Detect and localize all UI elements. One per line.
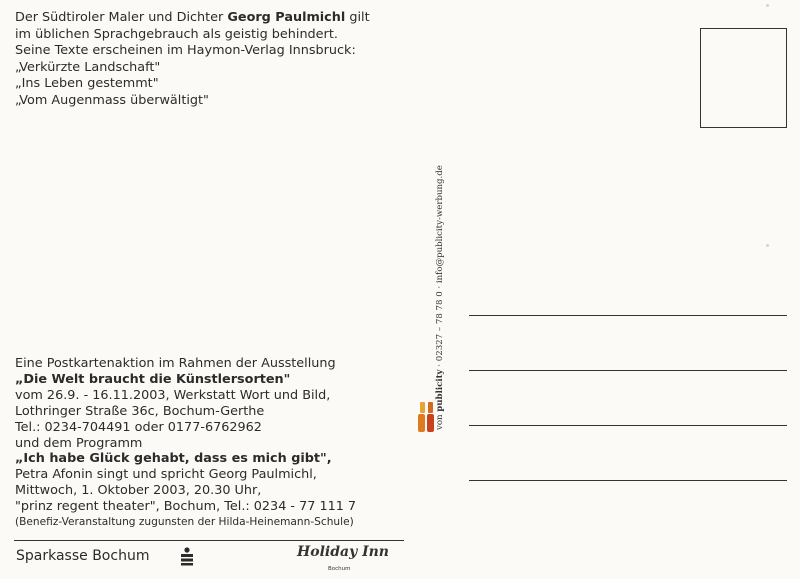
event-line: Tel.: 0234-704491 oder 0177-6762962 xyxy=(15,419,262,435)
credit-brand: publicity xyxy=(435,369,445,412)
book-title: „Verkürzte Landschaft" xyxy=(15,59,161,75)
artist-name: Georg Paulmichl xyxy=(227,10,346,25)
address-line xyxy=(469,370,787,371)
event-text xyxy=(15,356,445,531)
paper-speck xyxy=(766,244,769,247)
event-line: vom 26.9. - 16.11.2003, Werkstatt Wort und Bild, xyxy=(15,387,331,403)
intro-line-3: Seine Texte erscheinen im Haymon-Verlag Innsbruck: xyxy=(15,43,356,58)
intro-text xyxy=(15,10,445,109)
sparkasse-logo-icon xyxy=(180,546,194,566)
stamp-box xyxy=(700,28,787,128)
event-line: Eine Postkartenaktion im Rahmen der Ausstellung xyxy=(15,356,336,371)
exhibition-title: „Die Welt braucht die Künstlersorten" xyxy=(15,371,291,387)
address-line xyxy=(469,480,787,481)
credit-text: von publicity · 02327 – 78 78 0 · info@publicity-werbung.de xyxy=(435,165,445,430)
intro-line-2: im üblichen Sprachgebrauch als geistig behindert. xyxy=(15,26,338,42)
book-title: „Ins Leben gestemmt" xyxy=(15,76,159,91)
event-line: und dem Programm xyxy=(15,435,143,451)
paper-speck xyxy=(766,4,769,7)
holiday-inn-logo: Holiday Inn xyxy=(297,544,389,560)
sparkasse-label: Sparkasse Bochum xyxy=(16,548,150,564)
address-line xyxy=(469,425,787,426)
event-line: Petra Afonin singt und spricht Georg Paulmichl, xyxy=(15,467,317,483)
program-title: „Ich habe Glück gehabt, dass es mich gibt", xyxy=(15,451,332,467)
holiday-inn-location: Bochum xyxy=(328,566,351,572)
event-line: Lothringer Straße 36c, Bochum-Gerthe xyxy=(15,403,265,419)
benefit-note: (Benefiz-Veranstaltung zugunsten der Hilda-Heinemann-Schule) xyxy=(15,516,354,529)
event-line: Mittwoch, 1. Oktober 2003, 20.30 Uhr, xyxy=(15,483,262,499)
event-line: "prinz regent theater", Bochum, Tel.: 0234 - 77 111 7 xyxy=(15,499,357,515)
book-title: „Vom Augenmass überwältigt" xyxy=(15,92,209,108)
intro-line-1: Der Südtiroler Maler und Dichter Georg Paulmichl gilt xyxy=(15,10,370,25)
divider xyxy=(14,540,404,541)
address-line xyxy=(469,315,787,316)
